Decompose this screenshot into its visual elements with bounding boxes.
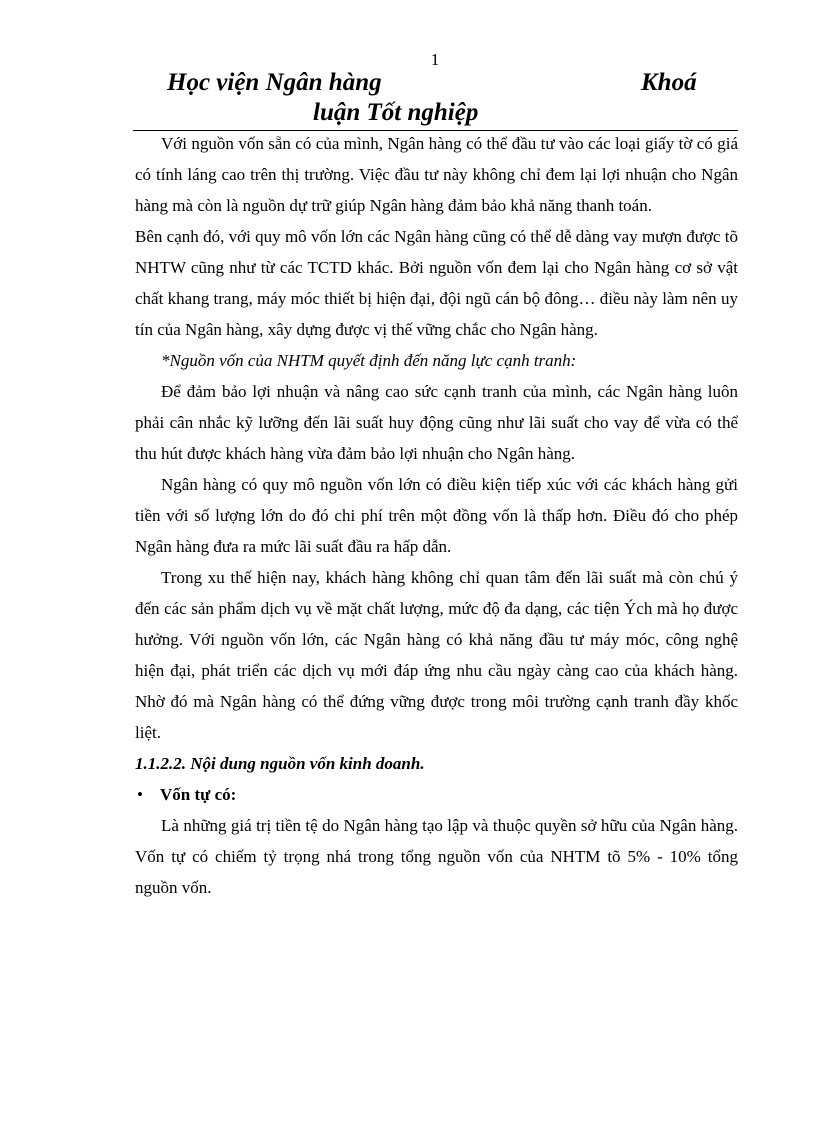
bullet-item [135,779,738,810]
paragraph: Ngân hàng có quy mô nguồn vốn lớn có điều kiện tiếp xúc với các khách hàng gửi tiền với số lượng lớn do đó chi phí trên một đồng vốn là thấp hơn. Điều đó cho phép Ngân hàng đưa ra mức lãi suất đầu ra hấp dẫn. [135,475,738,556]
header-institution: Học viện Ngân hàng [167,69,382,96]
paragraph: Để đảm bảo lợi nhuận và nâng cao sức cạnh tranh của mình, các Ngân hàng luôn phải cân nhắc kỹ lưỡng đến lãi suất huy động cũng như lãi suất cho vay để vừa có thể thu hút được khách hàng vừa đảm bảo lợi nhuận cho Ngân hàng. [135,382,738,463]
paragraph: Bên cạnh đó, với quy mô vốn lớn các Ngân hàng cũng có thể dễ dàng vay mượn được tõ NHTW cũng như từ các TCTD khác. Bởi nguồn vốn đem lại cho Ngân hàng cơ sở vật chất khang trang, máy móc thiết bị hiện đại, đội ngũ cán bộ đông… điều này làm nên uy tín của Ngân hàng, xây dựng được vị thế vững chắc cho Ngân hàng. [135,227,738,339]
document-body [135,128,738,903]
header-thesis-label-continued: luận Tốt nghiệp [313,99,479,126]
header-thesis-label: Khoá [641,69,697,96]
section-heading: 1.1.2.2. Nội dung nguồn vốn kinh doanh. [135,754,425,773]
page-header [133,68,738,131]
bullet-icon: • [137,785,143,804]
paragraph: Trong xu thế hiện nay, khách hàng không chỉ quan tâm đến lãi suất mà còn chú ý đến các sản phẩm dịch vụ về mặt chất lượng, mức độ đa dạng, các tiện Ých mà họ được hưởng. Với nguồn vốn lớn, các Ngân hàng có khả năng đầu tư máy móc, công nghệ hiện đại, phát triển các dịch vụ mới đáp ứng nhu cầu ngày càng cao của khách hàng. Nhờ đó mà Ngân hàng có thể đứng vững được trong môi trường cạnh tranh đầy khốc liệt. [135,568,738,742]
italic-subheading: *Nguồn vốn của NHTM quyết định đến năng lực cạnh tranh: [161,351,577,370]
paragraph: Là những giá trị tiền tệ do Ngân hàng tạo lập và thuộc quyền sở hữu của Ngân hàng. Vốn tự có chiếm tỷ trọng nhá trong tổng nguồn vốn của NHTM tõ 5% - 10% tổng nguồn vốn. [135,816,738,897]
paragraph: Với nguồn vốn sẵn có của mình, Ngân hàng có thể đầu tư vào các loại giấy tờ có giá có tính láng cao trên thị trường. Việc đầu tư này không chỉ đem lại lợi nhuận cho Ngân hàng mà còn là nguồn dự trữ giúp Ngân hàng đảm bảo khả năng thanh toán. [135,134,738,215]
bullet-label: Vốn tự có: [160,785,237,804]
page-number: 1 [430,50,440,69]
